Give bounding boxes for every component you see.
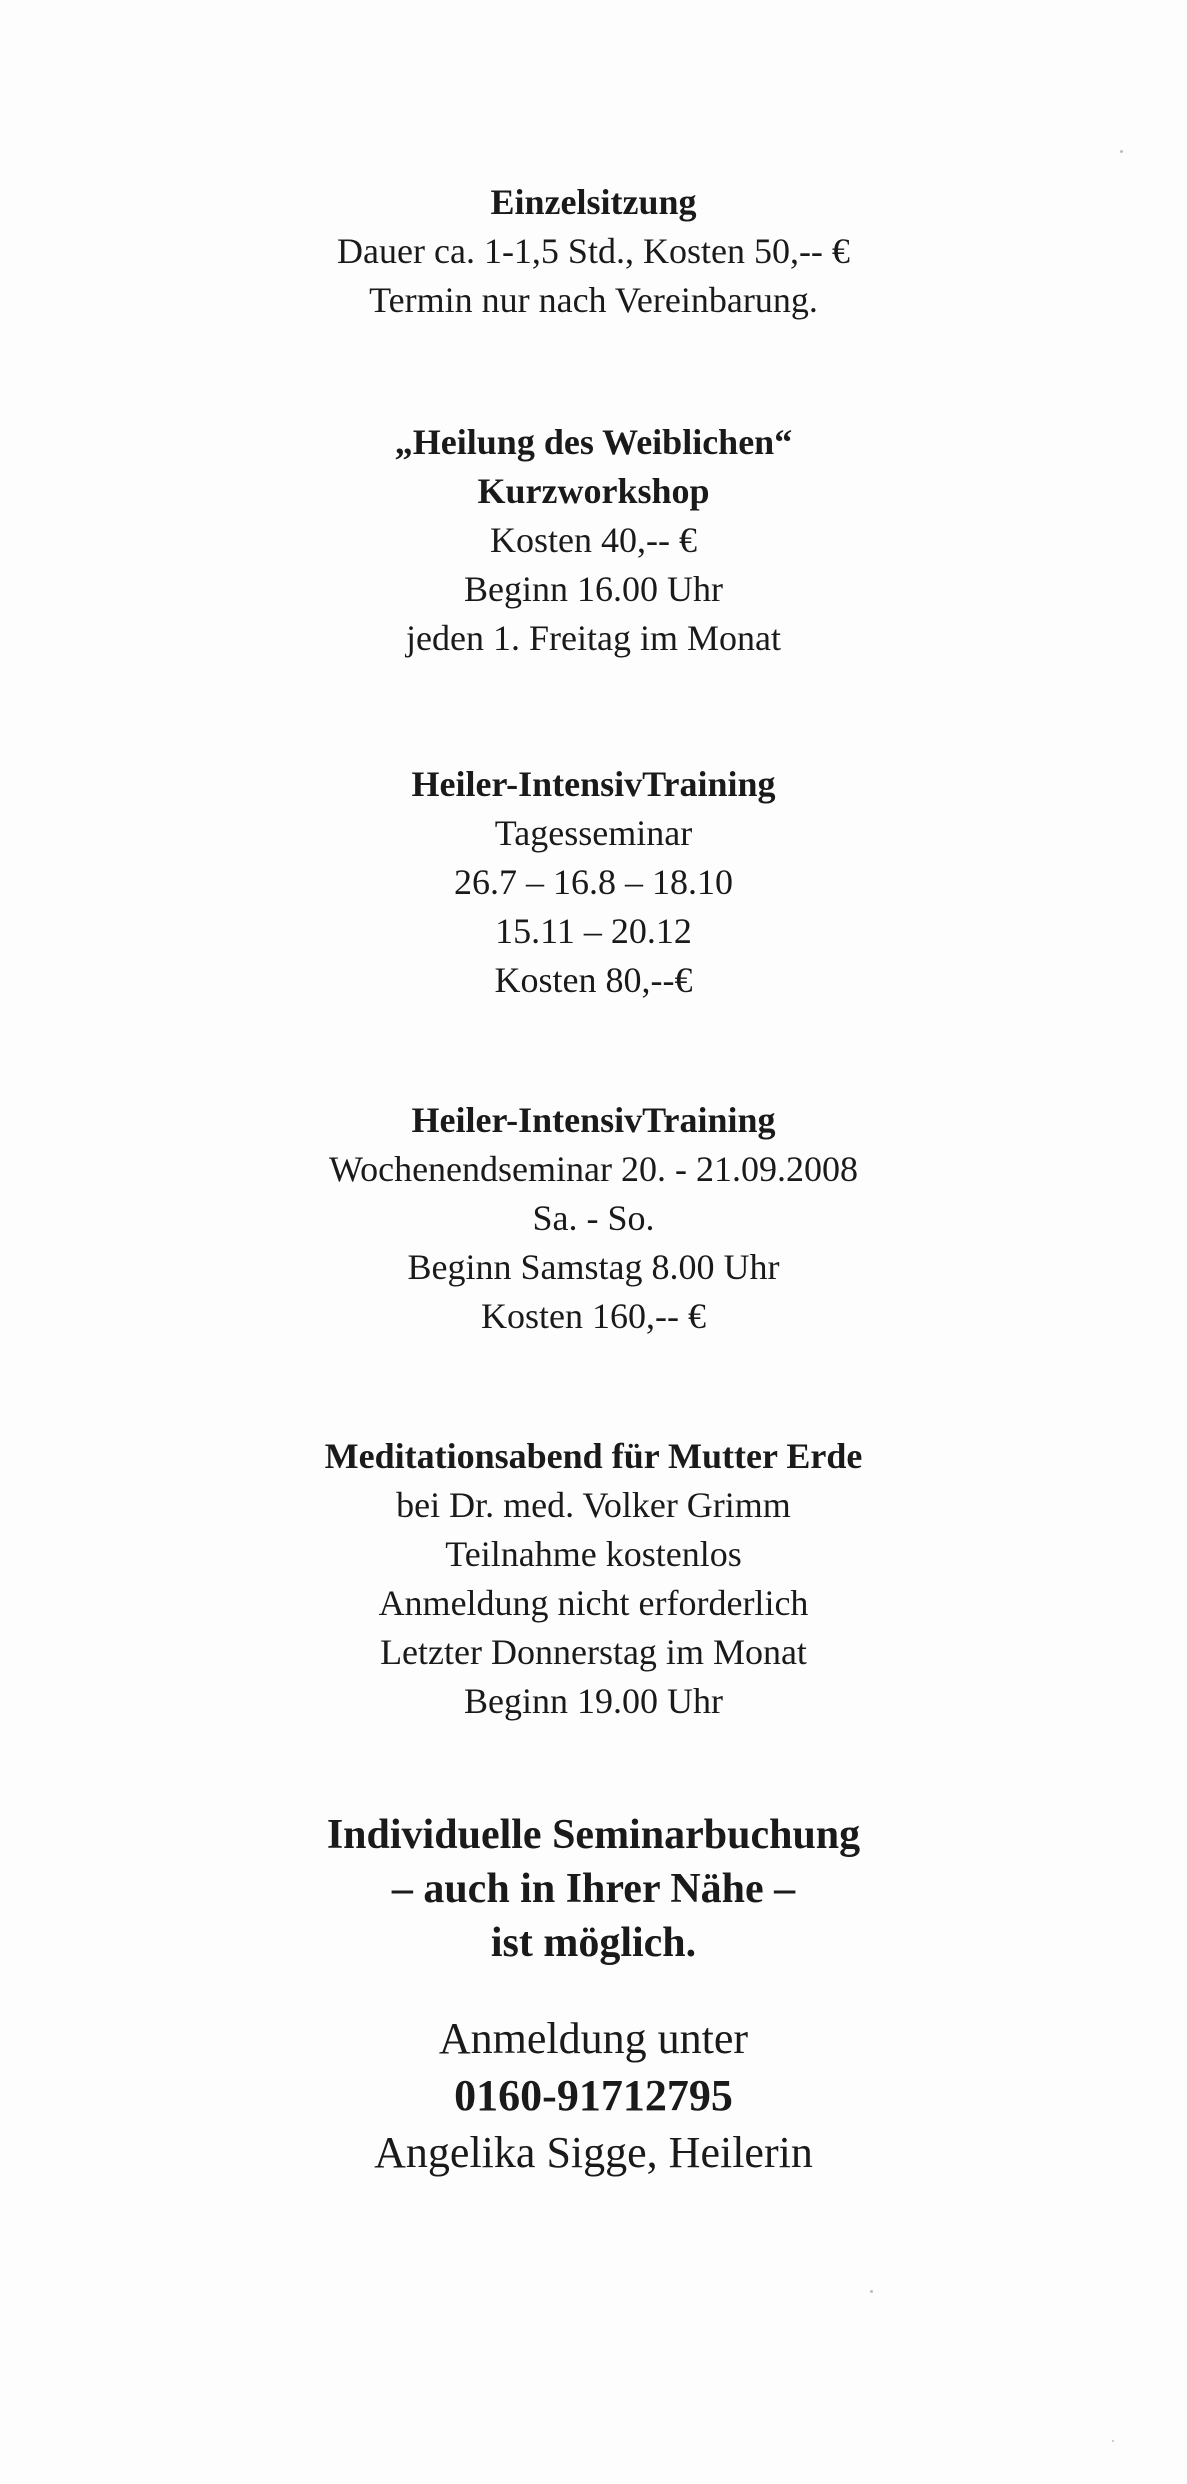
scan-speck <box>1112 2440 1114 2442</box>
section-subtitle: Kurzworkshop <box>477 471 710 511</box>
contact-name: Angelika Sigge, Heilerin <box>374 2128 813 2177</box>
section-title: Meditationsabend für Mutter Erde <box>324 1436 863 1476</box>
section-line: jeden 1. Freitag im Monat <box>406 618 781 658</box>
wochenendseminar-section <box>0 1096 1187 1341</box>
section-line: Kosten 160,-- € <box>481 1296 706 1336</box>
section-title: Einzelsitzung <box>490 182 697 222</box>
scan-speck <box>870 2290 873 2293</box>
section-line: Teilnahme kostenlos <box>445 1534 742 1574</box>
section-title: „Heilung des Weiblichen“ <box>394 422 793 462</box>
individual-booking-section <box>0 1808 1187 1970</box>
heilung-workshop-section <box>0 418 1187 663</box>
section-title: Heiler-IntensivTraining <box>411 1100 776 1140</box>
registration-section <box>0 2010 1187 2181</box>
section-line: Letzter Donnerstag im Monat <box>380 1632 807 1672</box>
phone-number: 0160-91712795 <box>454 2071 733 2120</box>
section-title: Heiler-IntensivTraining <box>411 764 776 804</box>
einzelsitzung-section <box>0 178 1187 325</box>
booking-headline: ist möglich. <box>490 1920 697 1966</box>
section-line: bei Dr. med. Volker Grimm <box>396 1485 791 1525</box>
meditation-section <box>0 1432 1187 1726</box>
section-line: 26.7 – 16.8 – 18.10 <box>454 862 733 902</box>
tagesseminar-section <box>0 760 1187 1005</box>
section-line: Wochenendseminar 20. - 21.09.2008 <box>329 1149 858 1189</box>
section-line: Termin nur nach Vereinbarung. <box>369 280 818 320</box>
section-line: Sa. - So. <box>532 1198 655 1238</box>
booking-headline: Individuelle Seminarbuchung <box>326 1812 861 1858</box>
section-line: Dauer ca. 1-1,5 Std., Kosten 50,-- € <box>337 231 850 271</box>
section-line: 15.11 – 20.12 <box>495 911 692 951</box>
section-line: Tagesseminar <box>494 813 693 853</box>
booking-headline: – auch in Ihrer Nähe – <box>391 1866 796 1912</box>
section-line: Beginn 19.00 Uhr <box>464 1681 723 1721</box>
section-line: Beginn Samstag 8.00 Uhr <box>407 1247 780 1287</box>
section-line: Kosten 80,--€ <box>494 960 693 1000</box>
section-line: Kosten 40,-- € <box>490 520 697 560</box>
scan-speck <box>1120 150 1123 153</box>
section-line: Beginn 16.00 Uhr <box>464 569 723 609</box>
registration-label: Anmeldung unter <box>438 2014 749 2063</box>
section-line: Anmeldung nicht erforderlich <box>378 1583 809 1623</box>
